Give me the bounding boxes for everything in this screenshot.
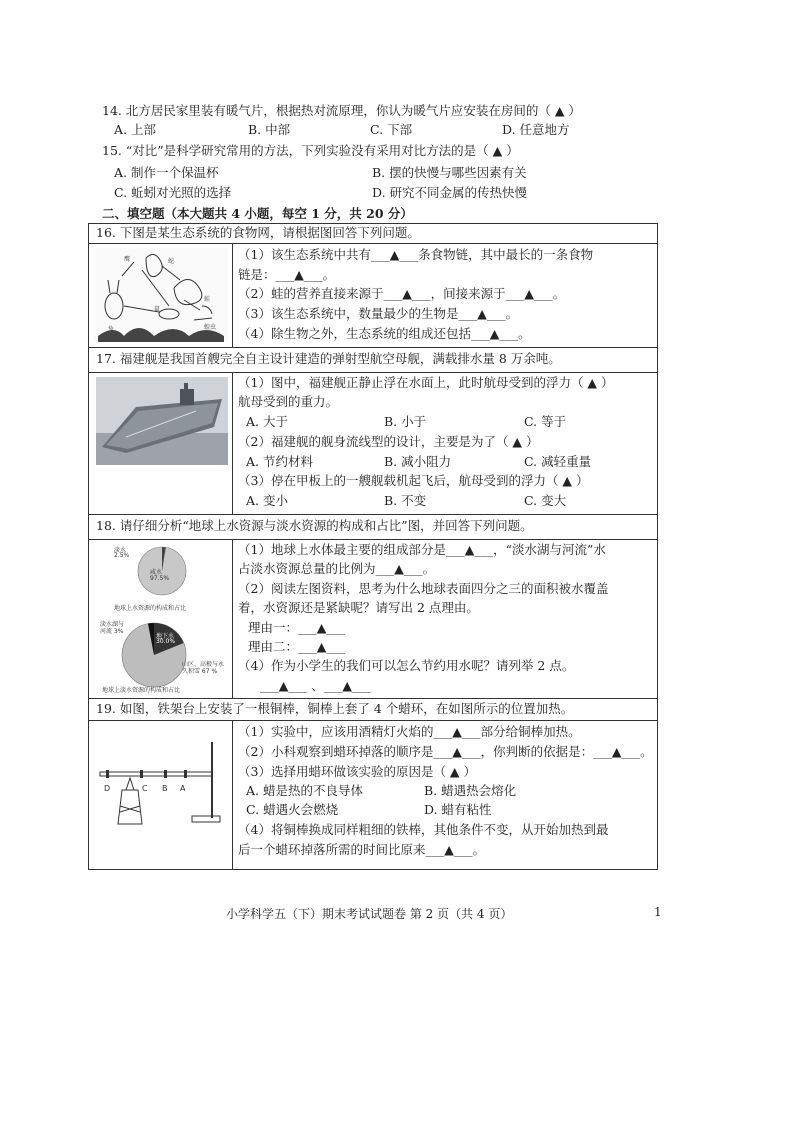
divider (88, 698, 658, 699)
divider (232, 720, 233, 870)
q14-option-b: B. 中部 (248, 122, 291, 137)
q17-p2-option-b: B. 减小阻力 (384, 454, 452, 469)
q15-option-b: B. 摆的快慢与哪些因素有关 (372, 165, 527, 180)
copper-rod-figure (96, 732, 230, 828)
section-title: 二、填空题（本大题共 4 小题，每空 1 分，共 20 分） (102, 206, 413, 221)
q17-p3-option-b: B. 不变 (384, 493, 427, 508)
q14-stem: 14. 北方居民家里装有暖气片，根据热对流原理，你认为暖气片应安装在房间的（ ▲ ） (102, 103, 581, 118)
q16-line-2: 链是：___▲___。 (238, 267, 336, 282)
divider (88, 720, 658, 721)
q19-line-4: （4）将铜棒换成同样粗细的铁棒，其他条件不变，从开始加热到最 (238, 822, 609, 837)
q19-line-5: 后一个蜡环掉落所需的时间比原来___▲___。 (238, 842, 486, 857)
food-web-label: 蛙 (204, 296, 211, 303)
divider (88, 514, 658, 515)
food-web-figure (94, 248, 228, 342)
q19-option-b: B. 蜡遇热会熔化 (424, 783, 517, 798)
q17-title: 17. 福建舰是我国首艘完全自主设计建造的弹射型航空母舰，满载排水量 8 万余吨。 (96, 351, 561, 366)
food-web-label: 蛇 (168, 258, 175, 265)
q17-p3-option-c: C. 变大 (524, 493, 567, 508)
q16-line-3: （2）蛙的营养直接来源于___▲___，间接来源于___▲___。 (238, 286, 566, 301)
q15-option-a: A. 制作一个保温杯 (114, 165, 219, 180)
pie2-label: 河流 3% (100, 628, 124, 635)
q17-p1-option-c: C. 等于 (524, 414, 567, 429)
water-resources-figure (96, 541, 230, 695)
pie2-caption: 地球上淡水资源的构成和占比 (102, 687, 181, 694)
q14-option-c: C. 下部 (370, 122, 413, 137)
pie2-label: 山区、高极与永 (182, 661, 225, 668)
q19-option-d: D. 蜡有粘性 (424, 802, 492, 817)
carrier-illustration (96, 377, 228, 465)
q19-option-c: C. 蜡遇火会燃烧 (246, 802, 339, 817)
q19-line-3: （3）选择用蜡环做该实验的原因是（ ▲ ） (238, 764, 477, 779)
q19-line-1: （1）实验中，应该用酒精灯火焰的___▲___部分给铜棒加热。 (238, 724, 581, 739)
pie1-label: 2.5% (114, 552, 130, 559)
q16-line-4: （3）该生态系统中，数量最少的生物是___▲___。 (238, 306, 519, 321)
page-number: 1 (654, 905, 662, 919)
q17-p2-option-a: A. 节约材料 (246, 454, 313, 469)
pie1-label: 97.5% (150, 575, 170, 582)
food-web-label: 鹰 (124, 256, 131, 263)
q15-option-d: D. 研究不同金属的传热快慢 (372, 185, 528, 200)
rod-label-d: D (104, 784, 111, 793)
q18-line-4: 着，水资源还是紧缺呢？请写出 2 点理由。 (238, 600, 479, 615)
q18-reason-1: 理由一：___▲___ (248, 620, 346, 635)
q17-p1-option-b: B. 小于 (384, 414, 427, 429)
q17-p1-option-a: A. 大于 (246, 414, 288, 429)
page-footer: 小学科学五（下）期末考试试题卷 第 2 页（共 4 页） (226, 907, 513, 921)
q16-line-1: （1）该生态系统中共有___▲___条食物链，其中最长的一条食物 (238, 247, 594, 262)
q17-p1b: 航母受到的重力。 (238, 394, 339, 409)
food-web-label: 鼠 (154, 306, 161, 313)
rod-label-b: B (162, 784, 168, 793)
pie2-label: 久积雪 67 % (182, 668, 218, 675)
q17-p1: （1）图中，福建舰正静止浮在水面上，此时航母受到的浮力（ ▲ ） (238, 375, 614, 390)
q19-line-2: （2）小科观察到蜡环掉落的顺序是___▲___，你判断的依据是：___▲___。 (238, 744, 653, 759)
pie2-label: 淡水湖与 (100, 621, 125, 628)
divider (88, 539, 658, 540)
q15-stem: 15. “对比”是科学研究常用的方法，下列实验没有采用对比方法的是（ ▲ ） (102, 143, 519, 158)
q14-option-a: A. 上部 (114, 122, 156, 137)
q16-title: 16. 下图是某生态系统的食物网，请根据图回答下列问题。 (96, 225, 420, 240)
pie2-label: 30.0% (156, 638, 176, 645)
q15-option-c: C. 蚯蚓对光照的选择 (114, 185, 232, 200)
q17-p3-option-a: A. 变小 (246, 493, 288, 508)
food-web-label: 兔 (108, 326, 115, 333)
aircraft-carrier-photo (96, 377, 228, 465)
q19-option-a: A. 蜡是热的不良导体 (246, 783, 363, 798)
q18-line-7: （4）作为小学生的我们可以怎么节约用水呢？请列举 2 点。 (238, 658, 575, 673)
rod-label-c: C (142, 784, 148, 793)
divider (232, 243, 233, 347)
q18-line-8: ___▲___ 、___▲___ (260, 678, 371, 693)
divider (232, 539, 233, 698)
q18-line-1: （1）地球上水体最主要的组成部分是___▲___，“淡水湖与河流”水 (238, 542, 606, 557)
q14-option-d: D. 任意地方 (502, 122, 570, 137)
q17-p2-option-c: C. 减轻重量 (524, 454, 592, 469)
q16-line-5: （4）除生物之外，生态系统的组成还包括___▲___。 (238, 326, 531, 341)
food-web-label: 蝗虫 (204, 324, 217, 331)
pie2-label: 地下水 (156, 633, 175, 640)
q18-reason-2: 理由二：___▲___ (248, 639, 346, 654)
q17-p3: （3）停在甲板上的一艘舰载机起飞后，航母受到的浮力（ ▲ ） (238, 473, 589, 488)
divider (88, 372, 658, 373)
copper-rod-apparatus (96, 732, 230, 828)
divider (88, 243, 658, 244)
q18-title: 18. 请仔细分析“地球上水资源与淡水资源的构成和占比”图，并回答下列问题。 (96, 518, 533, 533)
q18-line-2: 占淡水资源总量的比例为___▲___。 (238, 561, 436, 576)
rod-label-a: A (180, 784, 186, 793)
pie1-caption: 地球上水资源的构成和占比 (114, 605, 187, 612)
divider (88, 347, 658, 348)
pie1-label: 淡水 (114, 547, 127, 554)
q18-line-3: （2）阅读左图资料，思考为什么地球表面四分之三的面积被水覆盖 (238, 581, 609, 596)
divider (232, 372, 233, 514)
q17-p2: （2）福建舰的舰身流线型的设计，主要是为了（ ▲ ） (238, 434, 539, 449)
q19-title: 19. 如图，铁架台上安装了一根铜棒，铜棒上套了 4 个蜡环，在如图所示的位置加热。 (96, 701, 574, 716)
pie1-label: 咸水 (150, 569, 163, 576)
